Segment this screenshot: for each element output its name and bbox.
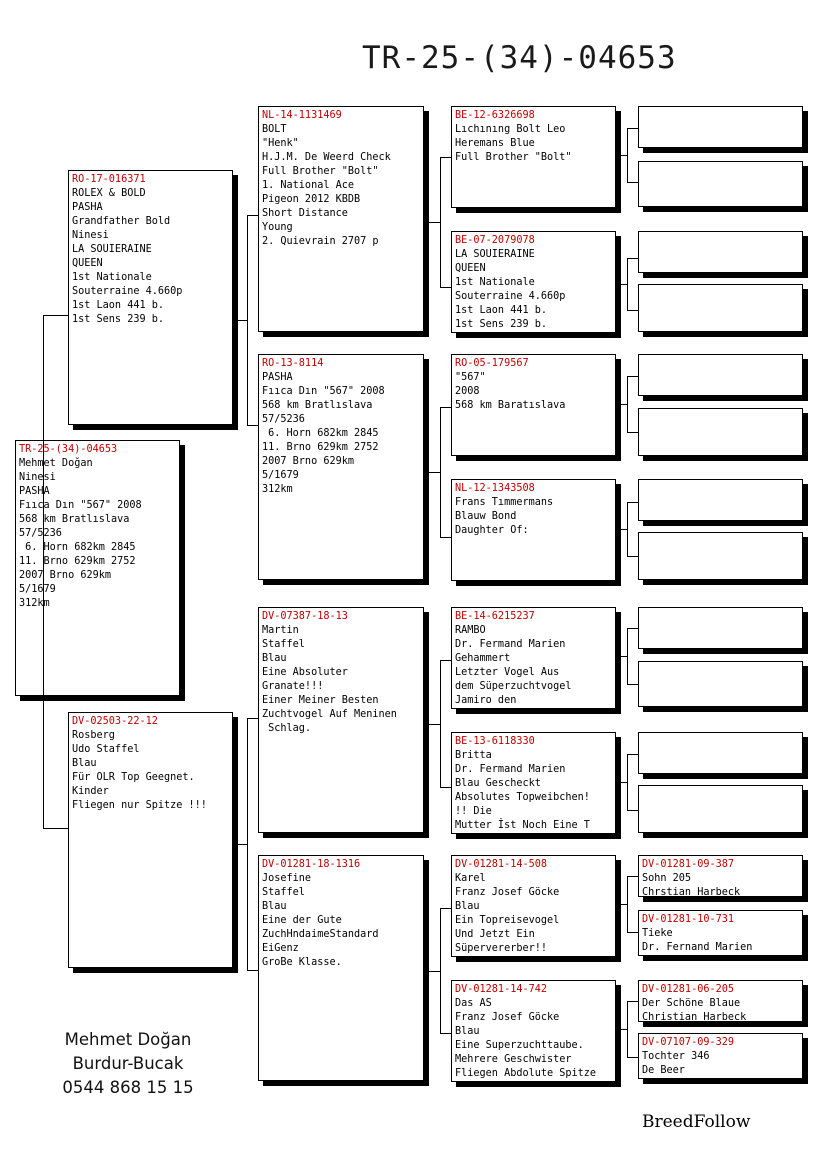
owner-phone: 0544 868 15 15 xyxy=(62,1078,194,1097)
connector-line xyxy=(616,1029,627,1030)
pigeon-info-line: Blau xyxy=(72,758,97,769)
pigeon-info-line: Martin xyxy=(262,625,299,636)
pigeon-info-line: Absolutes Topweibchen! xyxy=(455,792,590,803)
pigeon-info-line: GroBe Klasse. xyxy=(262,957,342,968)
pigeon-info-line: BOLT xyxy=(262,124,287,135)
pigeon-info-line: Jamiro den xyxy=(455,695,517,706)
pigeon-info-line: Mutter İst Noch Eine T xyxy=(455,820,590,831)
pigeon-info-line: Süpervererber!! xyxy=(455,943,548,954)
pigeon-card-sds[interactable] xyxy=(451,354,616,456)
pigeon-card-dsd[interactable] xyxy=(451,732,616,834)
pigeon-info-line: Dr. Fermand Marien xyxy=(455,639,566,650)
pigeon-info-line: Franz Josef Göcke xyxy=(455,887,560,898)
pigeon-card-g5-4[interactable] xyxy=(638,284,803,332)
connector-line xyxy=(440,660,441,787)
pigeon-info-line: Udo Staffel xyxy=(72,744,140,755)
pigeon-card-g5-2[interactable] xyxy=(638,161,803,207)
pigeon-card-g5-11[interactable] xyxy=(638,732,803,774)
pigeon-info-line: 1st Nationale xyxy=(72,272,152,283)
pigeon-card-g5-13[interactable] xyxy=(638,855,803,897)
connector-line xyxy=(247,970,258,971)
pigeon-info-line: Short Distance xyxy=(262,208,348,219)
pigeon-info-line: Souterraine 4.660p xyxy=(72,286,183,297)
pigeon-info-line: Blau Gescheckt xyxy=(455,778,541,789)
connector-line xyxy=(627,876,638,877)
connector-line xyxy=(627,128,638,129)
pigeon-info-line: 57/5236 xyxy=(19,528,62,539)
connector-line xyxy=(627,876,628,932)
connector-line xyxy=(627,1001,628,1057)
ring-number: NL-12-1343508 xyxy=(455,483,535,494)
pigeon-info-line: ROLEX & BOLD xyxy=(72,188,146,199)
pigeon-card-g5-10[interactable] xyxy=(638,661,803,707)
connector-line xyxy=(247,718,248,970)
pigeon-info-line: H.J.M. De Weerd Check xyxy=(262,152,391,163)
pigeon-info-line: PASHA xyxy=(262,372,293,383)
pigeon-info-line: !! Die xyxy=(455,806,492,817)
pigeon-info-line: Pigeon 2012 KBDB xyxy=(262,194,361,205)
connector-line xyxy=(440,407,441,537)
pigeon-card-ss[interactable] xyxy=(258,106,424,332)
ring-number: RO-05-179567 xyxy=(455,358,529,369)
connector-line xyxy=(627,628,638,629)
pigeon-info-line: Mehmet Doğan xyxy=(19,458,93,469)
ring-number: BE-14-6215237 xyxy=(455,611,535,622)
pigeon-card-dss[interactable] xyxy=(451,607,616,709)
pigeon-info-line: Blau xyxy=(262,901,287,912)
connector-line xyxy=(440,157,451,158)
pigeon-card-dds[interactable] xyxy=(451,855,616,957)
pigeon-info-line: 11. Brno 629km 2752 xyxy=(19,556,136,567)
pigeon-card-g5-3[interactable] xyxy=(638,231,803,273)
ring-number: TR-25-(34)-04653 xyxy=(19,444,118,455)
pigeon-info-line: De Beer xyxy=(642,1065,685,1076)
ring-number: DV-01281-06-205 xyxy=(642,984,735,995)
connector-line xyxy=(440,407,451,408)
pigeon-info-line: 2007 Brno 629km xyxy=(19,570,112,581)
pigeon-card-dd[interactable] xyxy=(258,855,424,1081)
connector-line xyxy=(616,656,627,657)
pigeon-info-line: dem Süperzuchtvogel xyxy=(455,681,572,692)
pigeon-info-line: Dr. Fermand Marien xyxy=(455,764,566,775)
connector-line xyxy=(440,157,441,287)
ring-number: DV-01281-18-1316 xyxy=(262,859,361,870)
pigeon-info-line: 57/5236 xyxy=(262,414,305,425)
connector-line xyxy=(247,718,258,719)
ring-number: DV-01281-14-742 xyxy=(455,984,548,995)
owner-block xyxy=(38,1028,218,1100)
pigeon-info-line: 5/1679 xyxy=(19,584,56,595)
pigeon-info-line: Frans Tımmermans xyxy=(455,497,554,508)
pigeon-info-line: Ninesi xyxy=(19,472,56,483)
pigeon-info-line: QUEEN xyxy=(72,258,103,269)
connector-line xyxy=(627,310,638,311)
pigeon-info-line: Chrstian Harbeck xyxy=(642,887,741,897)
connector-line xyxy=(627,258,628,310)
ring-number: DV-01281-14-508 xyxy=(455,859,548,870)
pigeon-info-line: 5/1679 xyxy=(262,470,299,481)
ring-number: NL-14-1131469 xyxy=(262,110,342,121)
connector-line xyxy=(627,376,638,377)
connector-line xyxy=(43,315,44,828)
ring-number: RO-13-8114 xyxy=(262,358,324,369)
connector-line xyxy=(233,844,247,845)
connector-line xyxy=(424,724,440,725)
pigeon-info-line: 11. Brno 629km 2752 xyxy=(262,442,379,453)
connector-line xyxy=(627,1057,638,1058)
pigeon-info-line: Souterraine 4.660p xyxy=(455,291,566,302)
pigeon-info-line: Fııca Dın "567" 2008 xyxy=(19,500,142,511)
pigeon-info-line: Young xyxy=(262,222,293,233)
pigeon-info-line: Zuchtvogel Auf Meninen xyxy=(262,709,397,720)
ring-number: DV-01281-10-731 xyxy=(642,914,735,925)
brand-label: BreedFollow xyxy=(642,1112,751,1132)
ring-number: DV-02503-22-12 xyxy=(72,716,158,727)
connector-line xyxy=(627,182,638,183)
pigeon-info-line: "567" xyxy=(455,372,486,383)
pedigree-title: TR-25-(34)-04653 xyxy=(362,40,677,76)
ring-number: BE-07-2079078 xyxy=(455,235,535,246)
connector-line xyxy=(616,782,627,783)
connector-line xyxy=(616,284,627,285)
pigeon-info-line: Grandfather Bold xyxy=(72,216,171,227)
pigeon-info-line: Letzter Vogel Aus xyxy=(455,667,560,678)
connector-line xyxy=(247,425,258,426)
ring-number: BE-13-6118330 xyxy=(455,736,535,747)
connector-line xyxy=(627,376,628,432)
pigeon-info-line: RAMBO xyxy=(455,625,486,636)
pigeon-info-line: 568 km Bratlıslava xyxy=(262,400,373,411)
pigeon-info-line: EiGenz xyxy=(262,943,299,954)
pigeon-info-line: Gehammert xyxy=(455,653,511,664)
pigeon-info-line: LA SOUIERAINE xyxy=(72,244,152,255)
connector-line xyxy=(440,1033,451,1034)
pigeon-card-g5-8[interactable] xyxy=(638,532,803,580)
connector-line xyxy=(43,315,68,316)
pigeon-info-line: Daughter Of: xyxy=(455,525,529,536)
pigeon-info-line: LA SOUIERAINE xyxy=(455,249,535,260)
connector-line xyxy=(627,128,628,182)
connector-line xyxy=(440,787,451,788)
pigeon-info-line: Full Brother "Bolt" xyxy=(455,152,572,163)
connector-line xyxy=(616,404,627,405)
pigeon-info-line: Britta xyxy=(455,750,492,761)
pigeon-info-line: Staffel xyxy=(262,887,305,898)
connector-line xyxy=(627,810,638,811)
connector-line xyxy=(43,828,68,829)
pigeon-info-line: Full Brother "Bolt" xyxy=(262,166,379,177)
pigeon-info-line: Blau xyxy=(455,901,480,912)
pigeon-info-line: 1st Sens 239 b. xyxy=(455,319,548,330)
pigeon-info-line: Sohn 205 xyxy=(642,873,692,884)
connector-line xyxy=(627,932,638,933)
connector-line xyxy=(627,628,628,684)
pigeon-card-g5-15[interactable] xyxy=(638,980,803,1022)
pigeon-info-line: Der Schöne Blaue xyxy=(642,998,741,1009)
connector-line xyxy=(627,432,638,433)
pigeon-card-g5-16[interactable] xyxy=(638,1033,803,1079)
pigeon-info-line: Dr. Fernand Marien xyxy=(642,942,753,953)
pigeon-info-line: Lıchınıng Bolt Leo xyxy=(455,124,566,135)
ring-number: BE-12-6326698 xyxy=(455,110,535,121)
pigeon-info-line: Fliegen Abdolute Spitze xyxy=(455,1068,597,1079)
connector-line xyxy=(627,754,628,810)
ring-number: DV-07107-09-329 xyxy=(642,1037,735,1048)
pigeon-info-line: 6. Horn 682km 2845 xyxy=(19,542,136,553)
owner-city: Burdur-Bucak xyxy=(72,1054,184,1073)
connector-line xyxy=(247,215,258,216)
pigeon-info-line: 1st Laon 441 b. xyxy=(455,305,548,316)
connector-line xyxy=(627,258,638,259)
connector-line xyxy=(424,971,440,972)
connector-line xyxy=(440,537,451,538)
pigeon-info-line: Und Jetzt Ein xyxy=(455,929,535,940)
pigeon-card-g5-6[interactable] xyxy=(638,408,803,456)
pigeon-info-line: PASHA xyxy=(72,202,103,213)
pigeon-info-line: PASHA xyxy=(19,486,50,497)
pigeon-card-ssd[interactable] xyxy=(451,231,616,333)
connector-line xyxy=(233,320,247,321)
ring-number: RO-17-016371 xyxy=(72,174,146,185)
pigeon-card-subject[interactable] xyxy=(15,440,180,696)
ring-number: DV-07387-18-13 xyxy=(262,611,348,622)
pigeon-card-g5-14[interactable] xyxy=(638,910,803,956)
connector-line xyxy=(627,754,638,755)
pigeon-card-ds[interactable] xyxy=(258,607,424,833)
pigeon-info-line: Eine der Gute xyxy=(262,915,342,926)
pigeon-info-line: Das AS xyxy=(455,998,492,1009)
pigeon-info-line: Tieke xyxy=(642,928,673,939)
connector-line xyxy=(440,287,451,288)
pigeon-info-line: Schlag. xyxy=(262,723,312,734)
pigeon-info-line: "Henk" xyxy=(262,138,299,149)
pigeon-info-line: Blau xyxy=(455,1026,480,1037)
pigeon-card-g5-1[interactable] xyxy=(638,106,803,148)
pigeon-info-line: 1st Sens 239 b. xyxy=(72,314,165,325)
pigeon-info-line: 6. Horn 682km 2845 xyxy=(262,428,379,439)
pigeon-card-dam[interactable] xyxy=(68,712,233,968)
owner-name: Mehmet Doğan xyxy=(64,1030,192,1049)
pigeon-info-line: 2. Quievrain 2707 p xyxy=(262,236,379,247)
pigeon-card-g5-5[interactable] xyxy=(638,354,803,396)
connector-line xyxy=(424,222,440,223)
connector-line xyxy=(440,660,451,661)
pigeon-info-line: Mehrere Geschwister xyxy=(455,1054,572,1065)
pigeon-info-line: Karel xyxy=(455,873,486,884)
connector-line xyxy=(616,529,627,530)
connector-line xyxy=(424,472,440,473)
pigeon-info-line: Für OLR Top Geegnet. xyxy=(72,772,195,783)
pigeon-info-line: Tochter 346 xyxy=(642,1051,710,1062)
pigeon-info-line: 2008 xyxy=(455,386,480,397)
pigeon-info-line: ZuchHndaimeStandard xyxy=(262,929,379,940)
connector-line xyxy=(627,502,638,503)
pigeon-card-ddd[interactable] xyxy=(451,980,616,1082)
pigeon-info-line: 568 km Baratıslava xyxy=(455,400,566,411)
pigeon-card-g5-12[interactable] xyxy=(638,785,803,833)
connector-line xyxy=(440,908,451,909)
ring-number: DV-01281-09-387 xyxy=(642,859,735,870)
pigeon-info-line: Kinder xyxy=(72,786,109,797)
connector-line xyxy=(627,1001,638,1002)
connector-line xyxy=(440,908,441,1033)
pigeon-card-g5-9[interactable] xyxy=(638,607,803,649)
pigeon-info-line: QUEEN xyxy=(455,263,486,274)
pigeon-info-line: Ein Topreisevogel xyxy=(455,915,560,926)
connector-line xyxy=(627,684,638,685)
connector-line xyxy=(627,556,638,557)
connector-line xyxy=(247,215,248,425)
pigeon-info-line: Heremans Blue xyxy=(455,138,535,149)
pigeon-info-line: Rosberg xyxy=(72,730,115,741)
pigeon-info-line: Christian Harbeck xyxy=(642,1012,747,1022)
pigeon-info-line: 568 km Bratlıslava xyxy=(19,514,130,525)
pigeon-info-line: Granate!!! xyxy=(262,681,324,692)
pigeon-info-line: 1st Nationale xyxy=(455,277,535,288)
pigeon-info-line: 312km xyxy=(19,598,50,609)
pigeon-info-line: Josefine xyxy=(262,873,312,884)
pigeon-info-line: Franz Josef Göcke xyxy=(455,1012,560,1023)
pigeon-info-line: Fııca Dın "567" 2008 xyxy=(262,386,385,397)
pigeon-info-line: Eine Superzuchttaube. xyxy=(455,1040,584,1051)
pigeon-info-line: Staffel xyxy=(262,639,305,650)
pigeon-info-line: Eine Absoluter xyxy=(262,667,348,678)
pigeon-info-line: Fliegen nur Spitze !!! xyxy=(72,800,207,811)
pigeon-card-sire[interactable] xyxy=(68,170,233,425)
pigeon-info-line: 312km xyxy=(262,484,293,495)
pigeon-info-line: Ninesi xyxy=(72,230,109,241)
pigeon-info-line: 1st Laon 441 b. xyxy=(72,300,165,311)
pigeon-info-line: 2007 Brno 629km xyxy=(262,456,355,467)
pigeon-info-line: Einer Meiner Besten xyxy=(262,695,379,706)
connector-line xyxy=(616,155,627,156)
pigeon-card-g5-7[interactable] xyxy=(638,479,803,521)
pigeon-info-line: Blauw Bond xyxy=(455,511,517,522)
pigeon-card-sd[interactable] xyxy=(258,354,424,580)
pigeon-card-sdd[interactable] xyxy=(451,479,616,581)
pigeon-info-line: 1. National Ace xyxy=(262,180,355,191)
pigeon-card-sss[interactable] xyxy=(451,106,616,208)
pigeon-info-line: Blau xyxy=(262,653,287,664)
connector-line xyxy=(616,904,627,905)
connector-line xyxy=(627,502,628,556)
